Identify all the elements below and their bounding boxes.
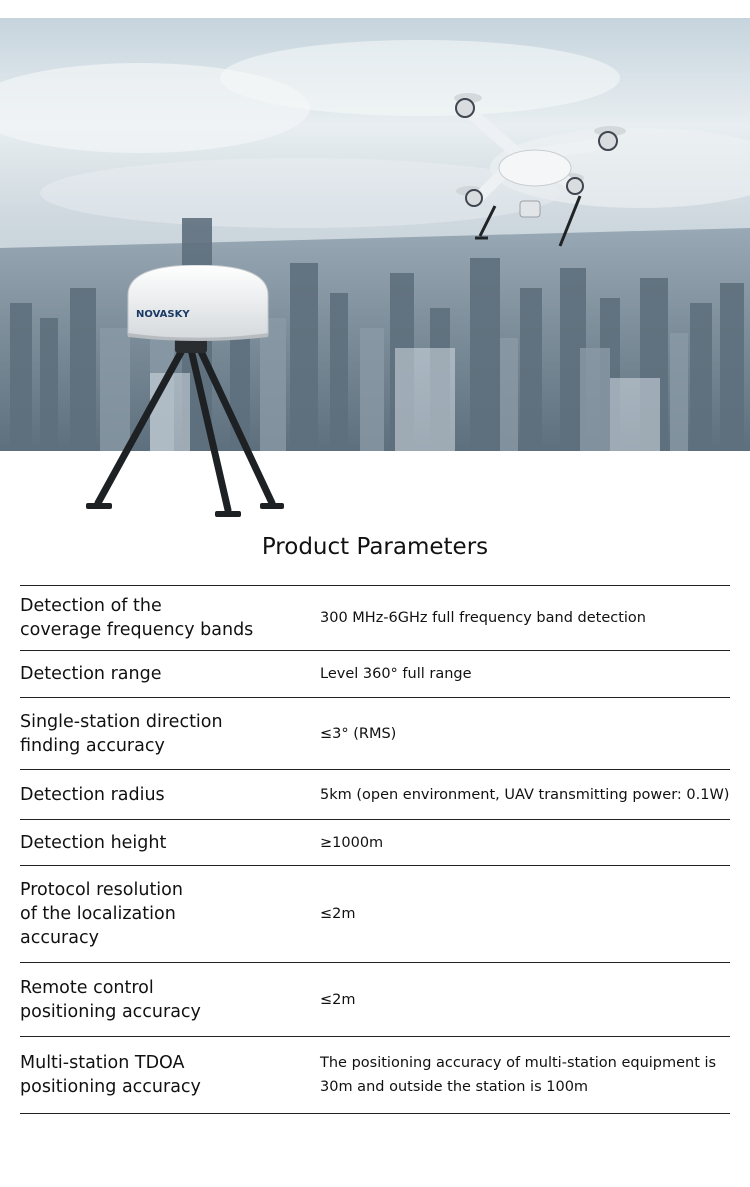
page-title: Product Parameters <box>261 534 489 560</box>
table-row <box>20 963 730 1037</box>
drone-icon <box>440 86 640 256</box>
table-row <box>20 1037 730 1114</box>
param-value: 300 MHz-6GHz full frequency band detection <box>320 610 646 626</box>
param-label: Remote control positioning accuracy <box>20 977 201 1022</box>
param-label: Single-station direction finding accuracy <box>20 711 223 756</box>
param-label: Detection range <box>20 664 162 684</box>
param-label: Protocol resolution of the localization accuracy <box>20 880 183 948</box>
param-label: Multi-station TDOA positioning accuracy <box>20 1053 201 1097</box>
table-row <box>20 866 730 963</box>
detection-antenna-icon <box>80 265 290 520</box>
param-value: ≤3° (RMS) <box>320 725 397 742</box>
param-label: Detection of the coverage frequency bands <box>20 596 254 640</box>
param-value: The positioning accuracy of multi-station equipment is 30m and outside the station is 100m <box>320 1055 717 1095</box>
param-label: Detection height <box>20 832 167 853</box>
table-row <box>20 820 730 866</box>
param-value: ≥1000m <box>320 834 384 851</box>
param-label: Detection radius <box>20 784 165 805</box>
table-row <box>20 651 730 698</box>
table-row <box>20 698 730 770</box>
param-value: 5km (open environment, UAV transmitting power: 0.1W) <box>320 786 730 803</box>
param-value: Level 360° full range <box>320 666 472 682</box>
param-value: ≤2m <box>320 906 356 922</box>
param-value: ≤2m <box>320 991 356 1008</box>
brand-logo-text: NOVASKY <box>136 309 190 320</box>
parameters-table <box>20 585 730 1114</box>
table-row <box>20 586 730 651</box>
table-row <box>20 770 730 820</box>
